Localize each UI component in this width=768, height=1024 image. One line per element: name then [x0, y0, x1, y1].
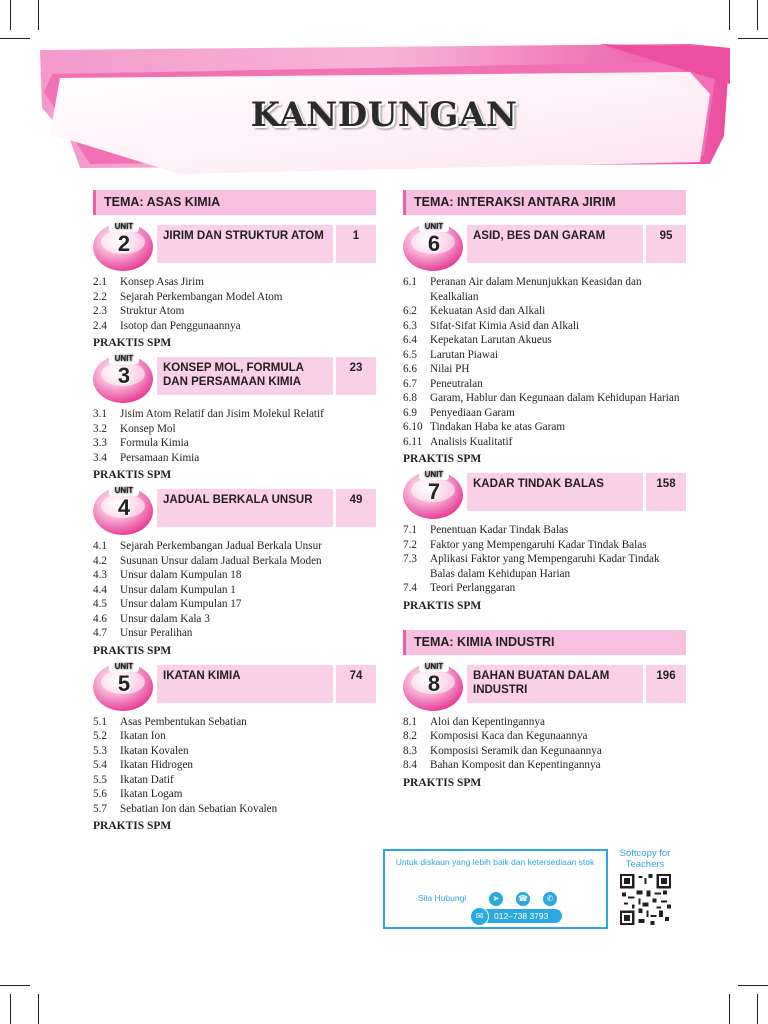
- subtopic-title: Sebatian Ion dan Sebatian Kovalen: [120, 802, 278, 815]
- unit-title: JIRIM DAN STRUKTUR ATOM: [157, 225, 333, 263]
- unit-title: KONSEP MOL, FORMULA DAN PERSAMAAN KIMIA: [157, 357, 333, 395]
- subtopic-number: 8.4: [403, 759, 417, 771]
- subtopic-number: 6.9: [403, 406, 417, 419]
- subtopic-number: 4.3: [93, 569, 107, 581]
- subtopic-title: Sejarah Perkembangan Jadual Berkala Unsur: [120, 540, 322, 552]
- subtopic-item[interactable]: [93, 597, 376, 612]
- subtopic-list: [93, 715, 376, 817]
- subtopic-number: 3.3: [93, 437, 107, 449]
- subtopic-list: [93, 407, 376, 465]
- subtopic-list: [403, 715, 686, 773]
- subtopic-number: 6.3: [403, 319, 417, 332]
- subtopic-title: Aplikasi Faktor yang Mempengaruhi Kadar Tindak Balas dalam Kehidupan Harian: [430, 553, 660, 580]
- subtopic-number: 6.6: [403, 363, 417, 375]
- subtopic-title: Larutan Piawai: [430, 348, 499, 361]
- praktis-spm-label[interactable]: PRAKTIS SPM: [93, 820, 172, 832]
- subtopic-title: Penentuan Kadar Tindak Balas: [430, 524, 569, 536]
- subtopic-item[interactable]: [403, 406, 686, 421]
- subtopic-title: Formula Kimia: [120, 437, 189, 449]
- unit-header: [403, 222, 686, 269]
- unit-number: 6: [427, 231, 441, 256]
- subtopic-item[interactable]: [403, 319, 686, 334]
- subtopic-title: Isotop dan Penggunaannya: [120, 319, 241, 332]
- subtopic-number: 7.1: [403, 524, 417, 536]
- subtopic-item[interactable]: [403, 435, 686, 450]
- whatsapp-icon[interactable]: ✆: [543, 892, 557, 906]
- subtopic-item[interactable]: [403, 744, 686, 759]
- unit-label: UNIT: [109, 486, 139, 496]
- phone-icon[interactable]: ☎: [516, 892, 530, 906]
- subtopic-number: 5.5: [93, 773, 107, 786]
- subtopic-number: 6.8: [403, 392, 417, 404]
- promo-contact-label: Sila Hubungi: [418, 893, 467, 903]
- unit-number: 4: [117, 495, 131, 520]
- subtopic-item[interactable]: [93, 758, 376, 773]
- subtopic-title: Faktor yang Mempengaruhi Kadar Tindak Balas: [430, 538, 647, 551]
- subtopic-item[interactable]: [403, 362, 686, 377]
- subtopic-title: Peranan Air dalam Menunjukkan Keasidan dan Kealkalian: [430, 276, 642, 303]
- subtopic-title: Ikatan Kovalen: [120, 744, 189, 757]
- subtopic-title: Garam, Hablur dan Kegunaan dalam Kehidupan Harian: [430, 392, 680, 404]
- crop-mark: [738, 985, 768, 986]
- unit-header: [93, 354, 376, 401]
- unit-label: UNIT: [109, 222, 139, 232]
- unit-number-badge: [93, 662, 155, 696]
- unit-page-number: 1: [336, 225, 376, 263]
- subtopic-number: 6.7: [403, 377, 417, 390]
- subtopic-title: Konsep Asas Jirim: [120, 276, 204, 288]
- subtopic-number: 5.4: [93, 759, 107, 771]
- unit-page-number: 23: [336, 357, 376, 395]
- subtopic-title: Komposisi Kaca dan Kegunaannya: [430, 730, 588, 742]
- subtopic-item[interactable]: [93, 451, 376, 466]
- subtopic-title: Kekuatan Asid dan Alkali: [430, 305, 546, 317]
- subtopic-list: [93, 275, 376, 333]
- subtopic-item[interactable]: [403, 758, 686, 773]
- subtopic-number: 6.10: [403, 421, 423, 433]
- crop-mark: [38, 0, 39, 30]
- subtopic-item[interactable]: [93, 304, 376, 319]
- subtopic-number: 2.2: [93, 290, 107, 303]
- subtopic-item[interactable]: [403, 377, 686, 392]
- subtopic-number: 4.6: [93, 612, 107, 625]
- crop-mark: [757, 0, 758, 30]
- unit-header: [93, 222, 376, 269]
- subtopic-item[interactable]: [403, 304, 686, 319]
- unit-label: UNIT: [419, 662, 449, 672]
- subtopic-list: [93, 539, 376, 641]
- unit-title: JADUAL BERKALA UNSUR: [157, 489, 333, 527]
- subtopic-number: 5.7: [93, 802, 107, 815]
- subtopic-item[interactable]: [93, 729, 376, 744]
- praktis-spm-label[interactable]: PRAKTIS SPM: [403, 599, 482, 612]
- praktis-spm-label[interactable]: PRAKTIS SPM: [93, 337, 172, 349]
- subtopic-title: Ikatan Ion: [120, 730, 166, 742]
- unit-title: IKATAN KIMIA: [157, 665, 333, 703]
- subtopic-title: Persamaan Kimia: [120, 451, 200, 464]
- unit-number-badge: [93, 354, 155, 388]
- right-column: [403, 190, 686, 797]
- subtopic-item[interactable]: [93, 407, 376, 422]
- crop-mark: [729, 994, 730, 1024]
- subtopic-number: 6.2: [403, 305, 417, 317]
- unit-number-badge: [93, 486, 155, 520]
- subtopic-number: 2.3: [93, 305, 107, 317]
- subtopic-list: [403, 523, 686, 596]
- subtopic-title: Ikatan Hidrogen: [120, 759, 194, 771]
- page-title: KANDUNGAN: [250, 95, 518, 135]
- subtopic-number: 4.7: [93, 627, 107, 639]
- subtopic-number: 2.1: [93, 276, 107, 288]
- subtopic-number: 8.2: [403, 730, 417, 742]
- subtopic-item[interactable]: [93, 583, 376, 598]
- tema-header: TEMA: INTERAKSI ANTARA JIRIM: [403, 190, 686, 215]
- subtopic-number: 4.2: [93, 554, 107, 567]
- subtopic-number: 3.1: [93, 408, 107, 420]
- left-column: [93, 190, 376, 840]
- subtopic-item[interactable]: [93, 626, 376, 641]
- unit-header: [93, 661, 376, 709]
- tema-header: TEMA: KIMIA INDUSTRI: [403, 630, 686, 655]
- subtopic-title: Unsur dalam Kumpulan 17: [120, 598, 242, 610]
- subtopic-item[interactable]: [403, 581, 686, 596]
- promo-box: [383, 849, 608, 929]
- unit-header: [403, 470, 686, 517]
- unit-page-number: 196: [646, 665, 686, 703]
- crop-mark: [729, 0, 730, 30]
- softcopy-label: Softcopy for Teachers: [619, 848, 671, 870]
- subtopic-number: 4.5: [93, 598, 107, 610]
- unit-title: ASID, BES DAN GARAM: [467, 225, 643, 263]
- unit-number-badge: [93, 222, 155, 256]
- subtopic-title: Kepekatan Larutan Akueus: [430, 334, 552, 346]
- subtopic-item[interactable]: [93, 422, 376, 437]
- subtopic-number: 5.1: [93, 715, 107, 728]
- subtopic-item[interactable]: [93, 319, 376, 334]
- subtopic-item[interactable]: [403, 333, 686, 348]
- unit-number-badge: [403, 470, 465, 504]
- chat-icon: ✉: [470, 907, 489, 926]
- subtopic-list: [403, 275, 686, 449]
- praktis-spm-label[interactable]: PRAKTIS SPM: [403, 453, 482, 465]
- subtopic-number: 8.1: [403, 715, 417, 728]
- unit-page-number: 95: [646, 225, 686, 263]
- subtopic-title: Asas Pembentukan Sebatian: [120, 715, 247, 728]
- subtopic-title: Ikatan Datif: [120, 773, 174, 786]
- subtopic-item[interactable]: [403, 552, 686, 581]
- unit-page-number: 74: [336, 665, 376, 703]
- unit-number: 5: [117, 670, 131, 696]
- subtopic-item[interactable]: [93, 787, 376, 802]
- subtopic-title: Unsur dalam Kumpulan 18: [120, 569, 242, 581]
- subtopic-title: Unsur dalam Kumpulan 1: [120, 583, 236, 596]
- subtopic-item[interactable]: [93, 539, 376, 554]
- unit-title: BAHAN BUATAN DALAM INDUSTRI: [467, 665, 643, 703]
- subtopic-number: 3.4: [93, 451, 107, 464]
- subtopic-item[interactable]: [403, 715, 686, 730]
- unit-page-number: 49: [336, 489, 376, 527]
- praktis-spm-label[interactable]: PRAKTIS SPM: [403, 776, 482, 789]
- subtopic-item[interactable]: [403, 275, 686, 304]
- subtopic-item[interactable]: [403, 729, 686, 744]
- subtopic-title: Ikatan Logam: [120, 788, 183, 800]
- unit-header: [93, 486, 376, 533]
- unit-label: UNIT: [109, 354, 139, 364]
- unit-number-badge: [403, 662, 465, 696]
- subtopic-item[interactable]: [93, 612, 376, 627]
- subtopic-item[interactable]: [93, 436, 376, 451]
- subtopic-number: 5.6: [93, 788, 107, 800]
- subtopic-item[interactable]: [93, 773, 376, 788]
- subtopic-number: 5.2: [93, 730, 107, 742]
- tema-header: TEMA: ASAS KIMIA: [93, 190, 376, 215]
- subtopic-item[interactable]: [93, 715, 376, 730]
- subtopic-item[interactable]: [93, 290, 376, 305]
- subtopic-number: 3.2: [93, 422, 107, 435]
- unit-label: UNIT: [109, 662, 139, 672]
- subtopic-title: Konsep Mol: [120, 422, 176, 435]
- unit-number: 8: [427, 670, 441, 696]
- subtopic-item[interactable]: [93, 554, 376, 569]
- subtopic-number: 4.4: [93, 583, 107, 596]
- crop-mark: [738, 38, 768, 39]
- subtopic-title: Sifat-Sifat Kimia Asid dan Alkali: [430, 319, 580, 332]
- unit-number-badge: [403, 222, 465, 256]
- crop-mark: [38, 994, 39, 1024]
- subtopic-title: Sejarah Perkembangan Model Atom: [120, 290, 283, 303]
- subtopic-item[interactable]: [93, 744, 376, 759]
- unit-header: [403, 661, 686, 709]
- subtopic-item[interactable]: [403, 523, 686, 538]
- crop-mark: [10, 994, 11, 1024]
- subtopic-number: 6.1: [403, 276, 417, 288]
- subtopic-number: 2.4: [93, 319, 107, 332]
- telegram-icon[interactable]: ➤: [489, 892, 503, 906]
- subtopic-number: 7.4: [403, 582, 417, 594]
- subtopic-title: Unsur dalam Kala 3: [120, 612, 210, 625]
- crop-mark: [0, 985, 30, 986]
- subtopic-number: 6.11: [403, 435, 423, 448]
- subtopic-title: Tindakan Haba ke atas Garam: [430, 421, 566, 433]
- subtopic-title: Susunan Unsur dalam Jadual Berkala Moden: [120, 554, 322, 567]
- subtopic-title: Komposisi Seramik dan Kegunaannya: [430, 744, 602, 757]
- subtopic-title: Teori Perlanggaran: [430, 582, 516, 594]
- praktis-spm-label[interactable]: PRAKTIS SPM: [93, 469, 172, 481]
- subtopic-title: Analisis Kualitatif: [430, 435, 513, 448]
- subtopic-title: Peneutralan: [430, 377, 483, 390]
- subtopic-item[interactable]: [93, 568, 376, 583]
- subtopic-title: Unsur Peralihan: [120, 627, 193, 639]
- subtopic-number: 6.4: [403, 334, 417, 346]
- promo-phone[interactable]: 012–738 3793: [472, 909, 562, 923]
- subtopic-number: 8.3: [403, 744, 417, 757]
- unit-title: KADAR TINDAK BALAS: [467, 473, 643, 511]
- subtopic-item[interactable]: [403, 538, 686, 553]
- subtopic-item[interactable]: [403, 391, 686, 406]
- subtopic-title: Bahan Komposit dan Kepentingannya: [430, 759, 601, 771]
- unit-number: 7: [427, 479, 441, 504]
- subtopic-item[interactable]: [403, 420, 686, 435]
- subtopic-number: 7.3: [403, 553, 417, 565]
- unit-number: 2: [117, 231, 131, 256]
- subtopic-title: Penyediaan Garam: [430, 406, 515, 419]
- subtopic-number: 5.3: [93, 744, 107, 757]
- subtopic-item[interactable]: [93, 802, 376, 817]
- subtopic-title: Struktur Atom: [120, 305, 185, 317]
- subtopic-number: 6.5: [403, 348, 417, 361]
- unit-page-number: 158: [646, 473, 686, 511]
- subtopic-number: 4.1: [93, 540, 107, 552]
- subtopic-number: 7.2: [403, 538, 417, 551]
- crop-mark: [0, 38, 30, 39]
- subtopic-title: Aloi dan Kepentingannya: [430, 715, 545, 728]
- subtopic-title: Nilai PH: [430, 363, 470, 375]
- promo-message: Untuk diskaun yang lebih baik dan ketersediaan stok: [395, 857, 595, 867]
- subtopic-item[interactable]: [93, 275, 376, 290]
- subtopic-item[interactable]: [403, 348, 686, 363]
- crop-mark: [10, 0, 11, 30]
- unit-label: UNIT: [419, 470, 449, 480]
- praktis-spm-label[interactable]: PRAKTIS SPM: [93, 644, 172, 657]
- unit-number: 3: [117, 363, 131, 388]
- crop-mark: [757, 994, 758, 1024]
- qr-code-icon[interactable]: [620, 874, 671, 925]
- unit-label: UNIT: [419, 222, 449, 232]
- subtopic-title: Jisim Atom Relatif dan Jisim Molekul Relatif: [120, 408, 324, 420]
